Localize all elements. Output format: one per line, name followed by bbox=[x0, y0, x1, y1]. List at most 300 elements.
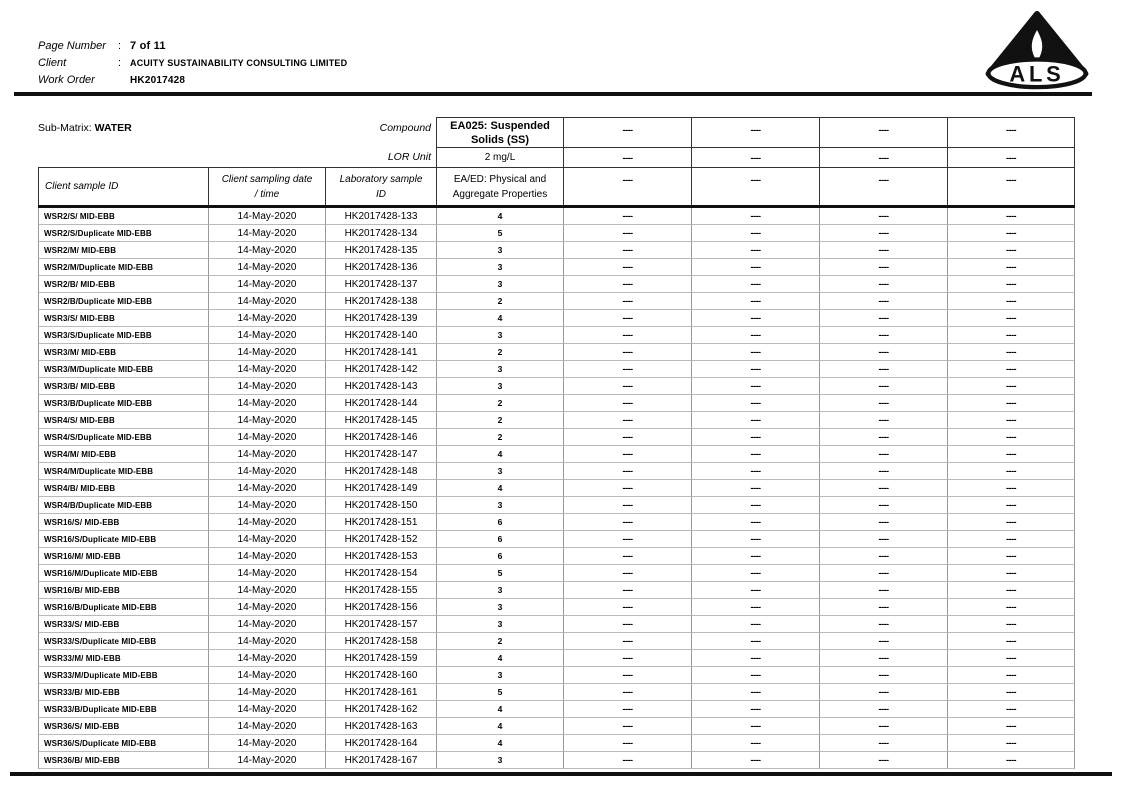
empty-result: ---- bbox=[947, 718, 1075, 735]
empty-result: ---- bbox=[819, 616, 947, 633]
lab-sample-id-header bbox=[325, 167, 436, 205]
page-number-colon: : bbox=[118, 40, 122, 52]
table-row bbox=[38, 242, 1075, 259]
empty-lor-header: ---- bbox=[947, 147, 1075, 167]
result-value: 3 bbox=[436, 463, 563, 480]
sampling-date: 14-May-2020 bbox=[208, 514, 325, 531]
empty-result: ---- bbox=[563, 633, 691, 650]
sampling-date: 14-May-2020 bbox=[208, 395, 325, 412]
empty-result: ---- bbox=[563, 599, 691, 616]
method-line2: Aggregate Properties bbox=[452, 188, 548, 200]
table-row bbox=[38, 327, 1075, 344]
client-sample-id: WSR2/M/ MID-EBB bbox=[38, 242, 208, 259]
empty-result: ---- bbox=[819, 582, 947, 599]
lab-sample-id: HK2017428-158 bbox=[325, 633, 436, 650]
als-logo-icon bbox=[984, 10, 1090, 90]
lab-sample-id: HK2017428-163 bbox=[325, 718, 436, 735]
result-value: 3 bbox=[436, 361, 563, 378]
client-sample-id: WSR36/B/ MID-EBB bbox=[38, 752, 208, 769]
empty-result: ---- bbox=[819, 514, 947, 531]
compound-title-line1: EA025: Suspended bbox=[450, 119, 550, 132]
empty-result: ---- bbox=[819, 395, 947, 412]
table-row bbox=[38, 684, 1075, 701]
empty-result: ---- bbox=[819, 310, 947, 327]
method-cell bbox=[436, 167, 563, 205]
empty-compound-header: ---- bbox=[691, 117, 819, 147]
client-sample-id: WSR16/S/ MID-EBB bbox=[38, 514, 208, 531]
client-sample-id: WSR33/S/Duplicate MID-EBB bbox=[38, 633, 208, 650]
sampling-date: 14-May-2020 bbox=[208, 701, 325, 718]
result-value: 6 bbox=[436, 531, 563, 548]
empty-result: ---- bbox=[947, 633, 1075, 650]
empty-result: ---- bbox=[691, 276, 819, 293]
client-sample-id-header: Client sample ID bbox=[38, 167, 208, 205]
lab-sample-id: HK2017428-136 bbox=[325, 259, 436, 276]
empty-result: ---- bbox=[947, 327, 1075, 344]
empty-result: ---- bbox=[819, 327, 947, 344]
empty-result: ---- bbox=[691, 667, 819, 684]
empty-result: ---- bbox=[691, 752, 819, 769]
client-sample-id: WSR4/S/Duplicate MID-EBB bbox=[38, 429, 208, 446]
sampling-date: 14-May-2020 bbox=[208, 752, 325, 769]
result-value: 4 bbox=[436, 446, 563, 463]
table-row bbox=[38, 480, 1075, 497]
empty-result: ---- bbox=[947, 480, 1075, 497]
page-number-label: Page Number bbox=[38, 40, 106, 52]
empty-result: ---- bbox=[819, 242, 947, 259]
lab-sample-id: HK2017428-139 bbox=[325, 310, 436, 327]
empty-result: ---- bbox=[691, 446, 819, 463]
table-row bbox=[38, 259, 1075, 276]
empty-result: ---- bbox=[691, 259, 819, 276]
empty-compound-header: ---- bbox=[819, 117, 947, 147]
result-value: 4 bbox=[436, 701, 563, 718]
page-number-value: 7 of 11 bbox=[130, 40, 166, 52]
client-sample-id: WSR2/S/ MID-EBB bbox=[38, 208, 208, 225]
client-sample-id: WSR2/M/Duplicate MID-EBB bbox=[38, 259, 208, 276]
empty-result: ---- bbox=[691, 684, 819, 701]
empty-result: ---- bbox=[563, 480, 691, 497]
table-row bbox=[38, 752, 1075, 769]
empty-result: ---- bbox=[691, 599, 819, 616]
lab-sample-id: HK2017428-160 bbox=[325, 667, 436, 684]
sampling-date: 14-May-2020 bbox=[208, 310, 325, 327]
lab-sample-id: HK2017428-161 bbox=[325, 684, 436, 701]
empty-result: ---- bbox=[819, 633, 947, 650]
sampling-date: 14-May-2020 bbox=[208, 446, 325, 463]
empty-result: ---- bbox=[691, 463, 819, 480]
empty-result: ---- bbox=[691, 497, 819, 514]
sampling-date: 14-May-2020 bbox=[208, 497, 325, 514]
result-value: 3 bbox=[436, 616, 563, 633]
empty-result: ---- bbox=[947, 565, 1075, 582]
empty-result: ---- bbox=[819, 344, 947, 361]
table-row bbox=[38, 616, 1075, 633]
client-sample-id: WSR16/B/Duplicate MID-EBB bbox=[38, 599, 208, 616]
lab-sample-id: HK2017428-150 bbox=[325, 497, 436, 514]
empty-result: ---- bbox=[563, 497, 691, 514]
empty-result: ---- bbox=[819, 497, 947, 514]
sampling-date: 14-May-2020 bbox=[208, 735, 325, 752]
sub-matrix bbox=[38, 122, 132, 134]
lab-sample-id: HK2017428-135 bbox=[325, 242, 436, 259]
header-rule bbox=[14, 92, 1092, 96]
compound-label: Compound bbox=[379, 122, 431, 134]
empty-result: ---- bbox=[819, 259, 947, 276]
empty-result: ---- bbox=[563, 293, 691, 310]
empty-result: ---- bbox=[563, 684, 691, 701]
empty-result: ---- bbox=[819, 412, 947, 429]
client-sample-id: WSR4/B/ MID-EBB bbox=[38, 480, 208, 497]
sampling-date: 14-May-2020 bbox=[208, 548, 325, 565]
sampling-date: 14-May-2020 bbox=[208, 361, 325, 378]
lab-sample-header-line1: Laboratory sample bbox=[339, 173, 423, 185]
empty-result: ---- bbox=[691, 565, 819, 582]
result-value: 3 bbox=[436, 259, 563, 276]
empty-result: ---- bbox=[947, 701, 1075, 718]
lor-value-cell: 2 mg/L bbox=[436, 147, 563, 167]
sampling-date: 14-May-2020 bbox=[208, 599, 325, 616]
lor-unit-label: LOR Unit bbox=[387, 151, 431, 163]
result-value: 4 bbox=[436, 650, 563, 667]
sampling-date: 14-May-2020 bbox=[208, 480, 325, 497]
empty-result: ---- bbox=[691, 310, 819, 327]
empty-result: ---- bbox=[691, 718, 819, 735]
lab-sample-id: HK2017428-164 bbox=[325, 735, 436, 752]
empty-result: ---- bbox=[691, 735, 819, 752]
empty-result: ---- bbox=[819, 599, 947, 616]
sampling-date: 14-May-2020 bbox=[208, 225, 325, 242]
empty-result: ---- bbox=[691, 616, 819, 633]
result-value: 3 bbox=[436, 752, 563, 769]
empty-result: ---- bbox=[691, 242, 819, 259]
empty-result: ---- bbox=[947, 582, 1075, 599]
table-row bbox=[38, 412, 1075, 429]
lab-sample-id: HK2017428-134 bbox=[325, 225, 436, 242]
sampling-date: 14-May-2020 bbox=[208, 718, 325, 735]
empty-result: ---- bbox=[563, 650, 691, 667]
empty-compound-header: ---- bbox=[947, 117, 1075, 147]
lab-sample-id: HK2017428-155 bbox=[325, 582, 436, 599]
table-row bbox=[38, 208, 1075, 225]
lab-sample-id: HK2017428-149 bbox=[325, 480, 436, 497]
results-table bbox=[38, 117, 1075, 769]
sampling-date: 14-May-2020 bbox=[208, 327, 325, 344]
sampling-date: 14-May-2020 bbox=[208, 344, 325, 361]
empty-lor-header: ---- bbox=[563, 147, 691, 167]
empty-result: ---- bbox=[691, 531, 819, 548]
client-colon: : bbox=[118, 57, 122, 69]
empty-result: ---- bbox=[563, 752, 691, 769]
result-value: 3 bbox=[436, 327, 563, 344]
empty-result: ---- bbox=[947, 548, 1075, 565]
table-row bbox=[38, 548, 1075, 565]
client-sample-id: WSR3/M/Duplicate MID-EBB bbox=[38, 361, 208, 378]
sampling-date: 14-May-2020 bbox=[208, 616, 325, 633]
empty-result: ---- bbox=[691, 225, 819, 242]
table-row bbox=[38, 310, 1075, 327]
empty-lor-header: ---- bbox=[819, 147, 947, 167]
lab-sample-id: HK2017428-154 bbox=[325, 565, 436, 582]
table-header-lor-row bbox=[38, 147, 1075, 167]
client-sample-id: WSR4/B/Duplicate MID-EBB bbox=[38, 497, 208, 514]
compound-title-line2: Solids (SS) bbox=[470, 133, 530, 146]
info-row-client bbox=[38, 57, 347, 69]
empty-result: ---- bbox=[563, 242, 691, 259]
empty-result: ---- bbox=[947, 395, 1075, 412]
empty-result: ---- bbox=[819, 361, 947, 378]
empty-result: ---- bbox=[691, 327, 819, 344]
result-value: 6 bbox=[436, 548, 563, 565]
result-value: 4 bbox=[436, 208, 563, 225]
empty-result: ---- bbox=[691, 582, 819, 599]
client-sample-id: WSR33/B/ MID-EBB bbox=[38, 684, 208, 701]
empty-result: ---- bbox=[947, 463, 1075, 480]
sampling-date: 14-May-2020 bbox=[208, 650, 325, 667]
lab-sample-id: HK2017428-133 bbox=[325, 208, 436, 225]
compound-title-cell bbox=[436, 117, 563, 147]
empty-result: ---- bbox=[691, 480, 819, 497]
table-row bbox=[38, 650, 1075, 667]
lab-sample-id: HK2017428-156 bbox=[325, 599, 436, 616]
sampling-date: 14-May-2020 bbox=[208, 276, 325, 293]
lab-sample-id: HK2017428-148 bbox=[325, 463, 436, 480]
table-row bbox=[38, 633, 1075, 650]
client-sample-id: WSR3/B/Duplicate MID-EBB bbox=[38, 395, 208, 412]
empty-result: ---- bbox=[691, 650, 819, 667]
sampling-date: 14-May-2020 bbox=[208, 667, 325, 684]
empty-result: ---- bbox=[819, 446, 947, 463]
lab-sample-id: HK2017428-141 bbox=[325, 344, 436, 361]
empty-result: ---- bbox=[691, 208, 819, 225]
table-row bbox=[38, 599, 1075, 616]
empty-lor-header: ---- bbox=[691, 147, 819, 167]
table-row bbox=[38, 344, 1075, 361]
client-sample-id: WSR36/S/Duplicate MID-EBB bbox=[38, 735, 208, 752]
empty-result: ---- bbox=[819, 701, 947, 718]
result-value: 2 bbox=[436, 344, 563, 361]
empty-result: ---- bbox=[691, 344, 819, 361]
empty-result: ---- bbox=[947, 259, 1075, 276]
empty-compound-header: ---- bbox=[563, 117, 691, 147]
client-sample-id: WSR33/M/ MID-EBB bbox=[38, 650, 208, 667]
client-sample-id: WSR2/S/Duplicate MID-EBB bbox=[38, 225, 208, 242]
empty-result: ---- bbox=[691, 548, 819, 565]
empty-method-header: ---- bbox=[947, 167, 1075, 205]
table-row bbox=[38, 531, 1075, 548]
table-row bbox=[38, 429, 1075, 446]
als-logo-text: ALS bbox=[1009, 61, 1065, 87]
empty-result: ---- bbox=[819, 650, 947, 667]
empty-result: ---- bbox=[947, 752, 1075, 769]
table-row bbox=[38, 293, 1075, 310]
empty-result: ---- bbox=[819, 429, 947, 446]
client-sample-id: WSR36/S/ MID-EBB bbox=[38, 718, 208, 735]
empty-result: ---- bbox=[563, 327, 691, 344]
empty-result: ---- bbox=[947, 446, 1075, 463]
header-left-top bbox=[38, 117, 436, 147]
info-row-work-order bbox=[38, 74, 347, 86]
empty-result: ---- bbox=[691, 395, 819, 412]
lab-sample-id: HK2017428-167 bbox=[325, 752, 436, 769]
empty-result: ---- bbox=[947, 310, 1075, 327]
lab-sample-id: HK2017428-142 bbox=[325, 361, 436, 378]
lab-sample-id: HK2017428-147 bbox=[325, 446, 436, 463]
result-value: 6 bbox=[436, 514, 563, 531]
empty-result: ---- bbox=[563, 259, 691, 276]
empty-result: ---- bbox=[563, 446, 691, 463]
empty-result: ---- bbox=[563, 395, 691, 412]
empty-result: ---- bbox=[691, 361, 819, 378]
client-sample-id: WSR16/B/ MID-EBB bbox=[38, 582, 208, 599]
header-left-mid bbox=[38, 147, 436, 167]
client-sample-id: WSR33/S/ MID-EBB bbox=[38, 616, 208, 633]
empty-result: ---- bbox=[563, 616, 691, 633]
empty-result: ---- bbox=[947, 344, 1075, 361]
empty-result: ---- bbox=[691, 378, 819, 395]
client-sample-id: WSR16/M/Duplicate MID-EBB bbox=[38, 565, 208, 582]
sampling-date: 14-May-2020 bbox=[208, 531, 325, 548]
client-sample-id: WSR4/M/ MID-EBB bbox=[38, 446, 208, 463]
empty-result: ---- bbox=[691, 293, 819, 310]
empty-result: ---- bbox=[563, 310, 691, 327]
empty-result: ---- bbox=[819, 208, 947, 225]
empty-result: ---- bbox=[563, 565, 691, 582]
sampling-date-header bbox=[208, 167, 325, 205]
table-row bbox=[38, 667, 1075, 684]
sampling-date: 14-May-2020 bbox=[208, 412, 325, 429]
lab-sample-header-line2: ID bbox=[376, 188, 386, 200]
empty-result: ---- bbox=[819, 293, 947, 310]
empty-result: ---- bbox=[563, 514, 691, 531]
empty-method-header: ---- bbox=[819, 167, 947, 205]
empty-result: ---- bbox=[947, 616, 1075, 633]
table-header-compound-row bbox=[38, 117, 1075, 147]
empty-result: ---- bbox=[563, 531, 691, 548]
client-sample-id: WSR33/B/Duplicate MID-EBB bbox=[38, 701, 208, 718]
lab-sample-id: HK2017428-138 bbox=[325, 293, 436, 310]
empty-method-header: ---- bbox=[563, 167, 691, 205]
empty-result: ---- bbox=[563, 225, 691, 242]
empty-result: ---- bbox=[819, 548, 947, 565]
lab-sample-id: HK2017428-145 bbox=[325, 412, 436, 429]
table-row bbox=[38, 582, 1075, 599]
sampling-date: 14-May-2020 bbox=[208, 429, 325, 446]
empty-result: ---- bbox=[691, 412, 819, 429]
sampling-date-header-line2: / time bbox=[254, 188, 280, 200]
empty-result: ---- bbox=[947, 361, 1075, 378]
empty-result: ---- bbox=[947, 429, 1075, 446]
client-sample-id: WSR2/B/ MID-EBB bbox=[38, 276, 208, 293]
empty-result: ---- bbox=[819, 735, 947, 752]
empty-result: ---- bbox=[563, 412, 691, 429]
result-value: 3 bbox=[436, 599, 563, 616]
client-sample-id: WSR3/M/ MID-EBB bbox=[38, 344, 208, 361]
table-row bbox=[38, 276, 1075, 293]
table-row bbox=[38, 735, 1075, 752]
sampling-date: 14-May-2020 bbox=[208, 684, 325, 701]
sub-matrix-value: WATER bbox=[94, 122, 132, 134]
lab-sample-id: HK2017428-140 bbox=[325, 327, 436, 344]
empty-result: ---- bbox=[947, 531, 1075, 548]
footer-rule bbox=[10, 772, 1112, 776]
empty-result: ---- bbox=[947, 497, 1075, 514]
result-value: 2 bbox=[436, 395, 563, 412]
result-value: 2 bbox=[436, 429, 563, 446]
result-value: 4 bbox=[436, 718, 563, 735]
report-info bbox=[38, 40, 347, 91]
info-row-page-number bbox=[38, 40, 347, 52]
client-sample-id: WSR33/M/Duplicate MID-EBB bbox=[38, 667, 208, 684]
empty-result: ---- bbox=[947, 599, 1075, 616]
lab-sample-id: HK2017428-153 bbox=[325, 548, 436, 565]
empty-result: ---- bbox=[947, 684, 1075, 701]
result-value: 2 bbox=[436, 412, 563, 429]
table-row bbox=[38, 701, 1075, 718]
table-row bbox=[38, 718, 1075, 735]
empty-result: ---- bbox=[563, 429, 691, 446]
lab-sample-id: HK2017428-152 bbox=[325, 531, 436, 548]
empty-method-header: ---- bbox=[691, 167, 819, 205]
client-sample-id: WSR3/S/ MID-EBB bbox=[38, 310, 208, 327]
empty-result: ---- bbox=[563, 344, 691, 361]
result-value: 3 bbox=[436, 582, 563, 599]
lab-sample-id: HK2017428-151 bbox=[325, 514, 436, 531]
sampling-date: 14-May-2020 bbox=[208, 378, 325, 395]
lab-sample-id: HK2017428-146 bbox=[325, 429, 436, 446]
result-value: 4 bbox=[436, 480, 563, 497]
client-sample-id: WSR4/S/ MID-EBB bbox=[38, 412, 208, 429]
empty-result: ---- bbox=[819, 565, 947, 582]
result-value: 5 bbox=[436, 565, 563, 582]
table-row bbox=[38, 361, 1075, 378]
empty-result: ---- bbox=[947, 514, 1075, 531]
client-sample-id: WSR3/B/ MID-EBB bbox=[38, 378, 208, 395]
table-body bbox=[38, 208, 1075, 769]
result-value: 4 bbox=[436, 310, 563, 327]
empty-result: ---- bbox=[947, 208, 1075, 225]
empty-result: ---- bbox=[563, 582, 691, 599]
result-value: 3 bbox=[436, 497, 563, 514]
client-value: ACUITY SUSTAINABILITY CONSULTING LIMITED bbox=[130, 58, 348, 68]
sampling-date: 14-May-2020 bbox=[208, 463, 325, 480]
empty-result: ---- bbox=[819, 463, 947, 480]
client-label: Client bbox=[38, 57, 67, 69]
empty-result: ---- bbox=[947, 735, 1075, 752]
table-row bbox=[38, 463, 1075, 480]
sampling-date: 14-May-2020 bbox=[208, 293, 325, 310]
table-row bbox=[38, 565, 1075, 582]
empty-result: ---- bbox=[563, 548, 691, 565]
result-value: 3 bbox=[436, 242, 563, 259]
result-value: 3 bbox=[436, 667, 563, 684]
sampling-date: 14-May-2020 bbox=[208, 208, 325, 225]
empty-result: ---- bbox=[819, 718, 947, 735]
table-header-columns-row bbox=[38, 167, 1075, 205]
result-value: 4 bbox=[436, 735, 563, 752]
lab-sample-id: HK2017428-137 bbox=[325, 276, 436, 293]
client-sample-id: WSR16/M/ MID-EBB bbox=[38, 548, 208, 565]
empty-result: ---- bbox=[947, 650, 1075, 667]
empty-result: ---- bbox=[563, 208, 691, 225]
empty-result: ---- bbox=[819, 378, 947, 395]
table-row bbox=[38, 497, 1075, 514]
client-sample-id: WSR2/B/Duplicate MID-EBB bbox=[38, 293, 208, 310]
empty-result: ---- bbox=[563, 463, 691, 480]
sampling-date: 14-May-2020 bbox=[208, 633, 325, 650]
empty-result: ---- bbox=[947, 276, 1075, 293]
empty-result: ---- bbox=[947, 242, 1075, 259]
